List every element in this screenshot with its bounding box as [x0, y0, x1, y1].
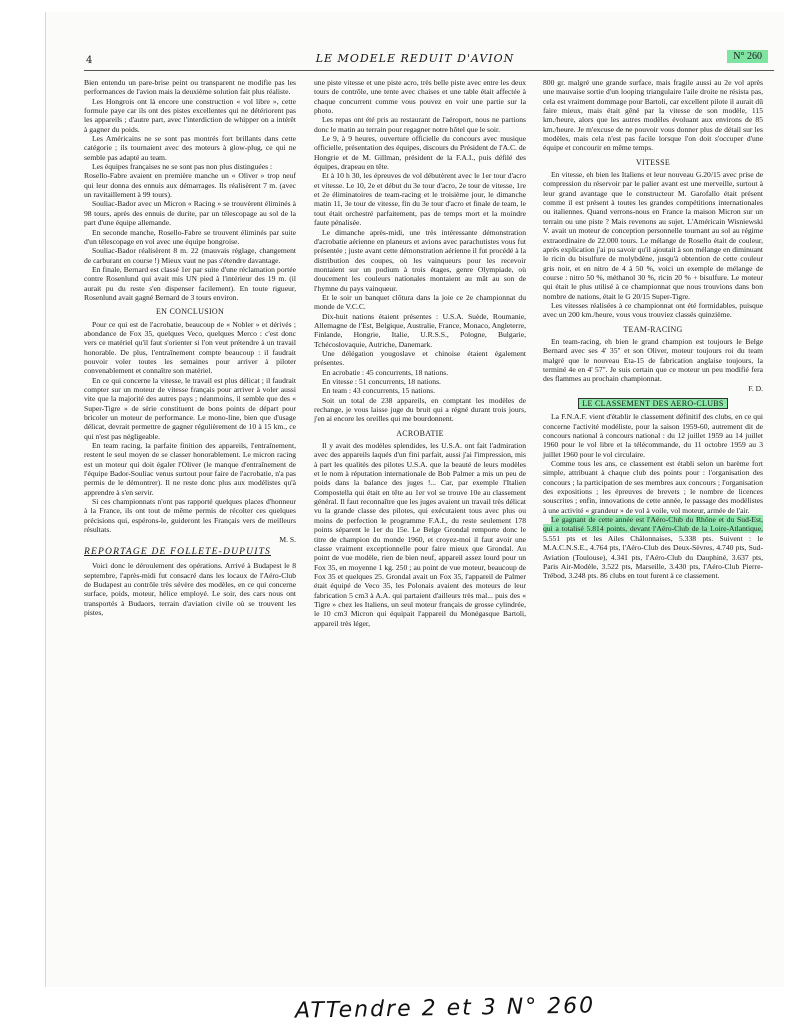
highlighted-heading: LE CLASSEMENT DES AERO-CLUBS	[578, 398, 727, 409]
highlighted-text: Le gagnant de cette année est l'Aéro-Club du Rhône et du Sud-Est, qui a totalisé 5.814 points, devant l'Aéro-Club de la Loire-Atlantique,	[543, 515, 763, 534]
paragraph: Souliac-Bador réalisèrent 8 m. 22 (mauvais réglage, changement de carburant en course !) Mieux vaut ne pas s'étendre davantage.	[84, 246, 296, 265]
paragraph: En finale, Bernard est classé 1er par suite d'une réclamation portée contre Rosenlund qui avait mis UN pied à l'intérieur des 19 m. (il aurait pu du reste s'en dispenser facilement). En toute rigueur, Rosenlund avait gagné Bernard de 3 tours environ.	[84, 264, 296, 302]
paragraph: Bien entendu un pare-brise peint ou transparent ne modifie pas les performances de l'avion mais la deuxième solution fait plus réaliste.	[84, 78, 296, 97]
paragraph: Et le soir un banquet clôtura dans la joie ce 2e championnat du monde de V.C.C.	[314, 292, 526, 312]
paragraph: 800 gr. malgré une grande surface, mais fragile aussi au 2e vol après une mauvaise sortie d'un looping triangulaire l'aile droite ne résista pas, cela est vraiment dommage pour Bartoli, car excellent pilote il aurait dû faire mieux, mais était gêné par la vitesse de son modèle, 115 km./heure, alors que les autres modèles évoluant aux environs de 85 km./heure. Je m'excuse de ne pouvoir vous donner plus de détail sur les modèles, mais cela n'est pas facile lorsque l'on doit s'occuper d'une équipe et concourir en même temps.	[543, 78, 763, 153]
page-header	[46, 52, 784, 70]
paragraph: Une délégation yougoslave et chinoise étaient également présentes.	[314, 348, 526, 368]
paragraph: Pour ce qui est de l'acrobatie, beaucoup de « Nobler » et dérivés ; abondance de Fox 35, quelques Veco, quelques Merco : c'est donc vers ce matériel qu'il faut s'orienter si l'on veut prétendre à un travail honorable. De plus, l'entraînement compte beaucoup : il faudrait pouvoir voler toutes les semaines pour arriver à piloter convenablement et connaître son matériel.	[84, 319, 296, 376]
paragraph: En team racing, la parfaite finition des appareils, l'entraînement, restent le seul moyen de se classer honorablement. Le micron racing est un moteur qui doit égaler l'Oliver (le manque d'entraînement de l'équipe Bador-Souliac venus surtout pour faire de l'acrobatie, n'a pas permis de le démontrer). Il ne reste donc plus aux modélistes qu'à apprendre à s'en servir.	[84, 441, 296, 497]
section-heading-vitesse: VITESSE	[635, 157, 671, 167]
paragraph: En vitesse, eh bien les Italiens et leur nouveau G.20/15 avec prise de compression du réservoir par le palier avant est une merveille, surtout à leur grand avantage que le constructeur M. Garofallo était présent comme il est présent à toutes les grandes compétitions internationales ou italiennes. Quand verrons-nous en France la maison Micron sur un terrain ou une piste ? Mais revenons au sujet. L'Américain Wisniewski V. avait un moteur de conception personnelle tournant au sol au régime extraordinaire de 22.000 tours. Le mélange de Rosello était de couleur, après explication j'ai pu savoir qu'il ajoutait à son mélange en diminuant le ricin du bisulfure de molybdène, jusqu'à obtention de cette couleur gris noir, et en nitro de 4 à 50 %, voici un exemple de mélange de course : nitro 50 %, méthanol 30 %, ricin 20 % + bisulfure. Le moteur qui était le plus utilisé à ce championnat que nous trouvions dans bon nombre de nations, était le G 20/15 Super-Tigre.	[543, 170, 763, 301]
paragraph: Si ces championnats n'ont pas rapporté quelques places d'honneur à la France, ils ont tout de même permis de récolter ces quelques précisions qui, espérons-le, guideront les Français vers de meilleurs résultats.	[84, 497, 296, 535]
paragraph: Les Hongrois ont là encore une construction « vol libre », cette formule paye car ils ont des pistes excellentes qui ne détériorent pas les appareils ; d'autre part, avec l'interdiction de whipper on a intérêt à gagner du poids.	[84, 96, 296, 134]
paragraph: Il y avait des modèles splendides, les U.S.A. ont fait l'admiration avec des appareils laqués d'un fini parfait, aussi j'ai l'impression, mis à part les qualités des pilotes U.S.A. que la beauté de leurs modèles et le nom à réputation internationale de Bob Palmer a mis un peu de poids dans la balance des juges !... Car, par exemple l'Italien Compostella qui était en tête au 1er vol se trouve 10e au classement général. Il faut reconnaître que les juges avaient un travail très délicat vu la grande classe des pilotes, qui exécutaient tous avec plus ou moins de perfection le programme F.A.I., du reste seulement 178 points séparent le 1er du 15e. Le Belge Grondal remporte donc le titre de champion du monde 1960, et croyez-moi il faut avoir une classe vraiment exceptionnelle pour faire mieux que Grondal. Au point de vue modèle, rien de bien neuf, appareil assez lourd pour un Fox 35, en moyenne 1 kg. 250 ; au point de vue moteur, beaucoup de Fox 35 et quelques 25. Grondal avait un Fox 35, l'appareil de Palmer était équipé de Veco 35, les Polonais avaient des moteurs de leur fabrication 5 cm3 à A.A. qui partaient d'ailleurs très mal... puis des « Tigre » chez les Italiens, un seul moteur français de grosse cylindrée, le 10 cm3 Micron qui équipait l'appareil du Monégasque Bartoli, appareil très léger,	[314, 441, 526, 628]
paragraph: Voici donc le déroulement des opérations. Arrivé à Budapest le 8 septembre, l'après-midi fut consacré dans les locaux de l'Aéro-Club de Budapest au contrôle très sévère des modèles, en ce qui concerne surface, poids, moteur, hélice employé. Le soir, des cars nous ont transportés à Budaors, terrain d'aviation civile où se trouvent les pistes,	[84, 561, 296, 617]
paragraph: En vitesse : 51 concurrents, 18 nations.	[322, 377, 441, 386]
paragraph-text: 5.551 pts et les Ailes Châlonnaises, 5.338 pts. Suivent : le M.A.C.N.S.E., 4.764 pts, l'Aéro-Club des Deux-Sèvres, 4.740 pts, Sud-Aviation (Toulouse), 4.341 pts, l'Aéro-Club du Dauphiné, 3.637 pts, Paris Air-Modèle, 3.522 pts, Marseille, 3.430 pts, l'Aéro-Club Pierre-Trébod, 3.248 pts. 86 clubs en tout furent à ce classement.	[543, 533, 763, 581]
paragraph: Les repas ont été pris au restaurant de l'aéroport, nous ne partions donc le matin au terrain pour regagner notre hôtel que le soir.	[314, 115, 526, 134]
author-signature: F. D.	[748, 383, 763, 393]
paragraph: Les équipes françaises ne se sont pas non plus distinguées :	[92, 162, 273, 172]
section-heading-conclusion: EN CONCLUSION	[155, 307, 225, 317]
paragraph: Le 9, à 9 heures, ouverture officielle du concours avec musique officielle, présentation des équipes, discours du Président de l'A.C. de Hongrie et de M. Gillman, président de la F.A.I., puis défilé des équipes, drapeau en tête.	[314, 134, 526, 172]
paragraph: Le dimanche après-midi, une très intéressante démonstration d'acrobatie aérienne en planeurs et avions avec parachutistes vous fut présentée ; juste avant cette démonstration aérienne il fut procédé à la distribution des coupes, où les vainqueurs pour les recevoir montaient sur un podium à trois étages, genre Olympiade, où doucement les couleurs nationales montaient au mât au son de l'hymne du pays vainqueur.	[314, 227, 526, 293]
paragraph: En acrobatie : 45 concurrents, 18 nations.	[322, 367, 449, 377]
paragraph: Les vitesses réalisées à ce championnat ont été formidables, puisque avec un 200 km./heure, vous vous trouviez classés quinzième.	[543, 300, 763, 320]
section-heading-classement	[543, 398, 763, 409]
paragraph: Souliac-Bador avec un Micron « Racing » se trouvèrent éliminés à 98 tours, après des ennuis de durite, par un télescopage au sol de la part d'une équipe allemande.	[84, 199, 296, 228]
paragraph: Rosello-Fabre avaient en première manche un « Oliver » trop neuf qui leur donna des ennuis aux démarrages. Ils réalisèrent 7 m. (avec un ravitaillement à 99 tours).	[84, 171, 296, 200]
paragraph: En team-racing, eh bien le grand champion est toujours le Belge Bernard avec ses 4' 35" et son Oliver, moteur toujours roi du team malgré que le nouveau Eta-15 de fabrication anglaise toujours, la terminé 4e en 4' 57". Je suis certain que ce moteur un peu modifié fera des flammes au prochain championnat.	[543, 336, 763, 384]
section-heading-reportage: REPORTAGE DE FOLLETE-DUPUITS	[84, 546, 271, 557]
header-rule	[84, 70, 774, 71]
column-3	[543, 78, 763, 581]
paragraph: En ce qui concerne la vitesse, le travail est plus délicat ; il faudrait compter sur un moteur de vitesse français pour arriver à voler aussi vite que la majorité des autres pays ; néanmoins, il semble que des « Super-Tigre » de série constituent de bons points de départ pour bricoler un moteur de performance. Le mono-line, bien que d'usage délicat, devrait permettre de gagner régulièrement de 10 à 15 km., ce qui n'est pas négligeable.	[84, 375, 296, 441]
paragraph: En seconde manche, Rosello-Fabre se trouvent éliminés par suite d'un télescopage en vol avec une équipe hongroise.	[84, 227, 296, 246]
paragraph: Les Américains ne se sont pas montrés fort brillants dans cette catégorie ; ils tournaient avec des moteurs à glow-plug, ce qui ne semble pas adapté au team.	[84, 134, 296, 162]
paragraph	[543, 515, 763, 580]
section-heading-team-racing: TEAM-RACING	[623, 324, 683, 334]
section-heading-acrobatie: ACROBATIE	[396, 428, 444, 438]
column-1	[84, 78, 296, 617]
paragraph: Dix-huit nations étaient présentes : U.S.A. Suède, Roumanie, Allemagne de l'Est, Belgique, Australie, France, Monaco, Angleterre, Finlande, Hongrie, Italie, U.R.S.S., Pologne, Bulgarie, Tchécoslovaquie, Autriche, Danemark.	[314, 311, 526, 349]
paragraph: En team : 43 concurrents, 15 nations.	[322, 386, 436, 396]
magazine-page	[45, 12, 784, 987]
paragraph: La F.N.A.F. vient d'établir le classement définitif des clubs, en ce qui concerne l'activité modéliste, pour la saison 1959-60, autrement dit de concours national à concours national : du 12 juillet 1959 au 14 juillet 1960 pour le vol libre et la télécommande, du 11 octobre 1959 au 3 juillet 1960 pour le vol circulaire.	[543, 412, 763, 459]
author-signature: M. S.	[279, 534, 296, 544]
paragraph: Et à 10 h 30, les épreuves de vol débutèrent avec le 1er tour d'acro et vitesse. Le 10, 2e et début du 3e tour d'acro, 2e tour de vitesse, 1re et 2e éliminatoires de team-racing et le troisième jour, le dimanche matin 11, 3e tour de vitesse, fin du 3e tour d'acro et finale de team, le tout était orchestré parfaitement, pas de temps mort et la moindre faute pénalisée.	[314, 171, 526, 228]
handwritten-note: ATTendre 2 et 3 N° 260	[294, 993, 596, 1024]
column-2	[314, 78, 526, 628]
page-number: 4	[86, 55, 93, 66]
issue-tag: N° 260	[727, 50, 768, 63]
magazine-title: LE MODELE REDUIT D'AVION	[315, 52, 515, 65]
paragraph: Soit un total de 238 appareils, en comptant les modèles de rechange, je vous laisse juge du bruit qui a régné durant trois jours, j'en ai encore les oreilles qui me bourdonnent.	[314, 395, 526, 424]
paragraph: une piste vitesse et une piste acro, très belle piste avec entre les deux tours de contrôle, une tente avec chaises et une table était affectée à chaque concurrent comme vous pouvez en voir une partie sur la photo.	[314, 78, 526, 116]
paragraph: Comme tous les ans, ce classement est établi selon un barème fort simple, attribuant à chaque club des points pour : l'organisation des concours ; la participation de ses membres aux concours ; l'organisation des expositions ; les épreuves de brevets ; le nombre de licences souscrites ; enfin, innovations de cette année, le passage des modélistes à une activité « grandeur » de vol à voile, vol moteur, armée de l'air.	[543, 459, 763, 515]
